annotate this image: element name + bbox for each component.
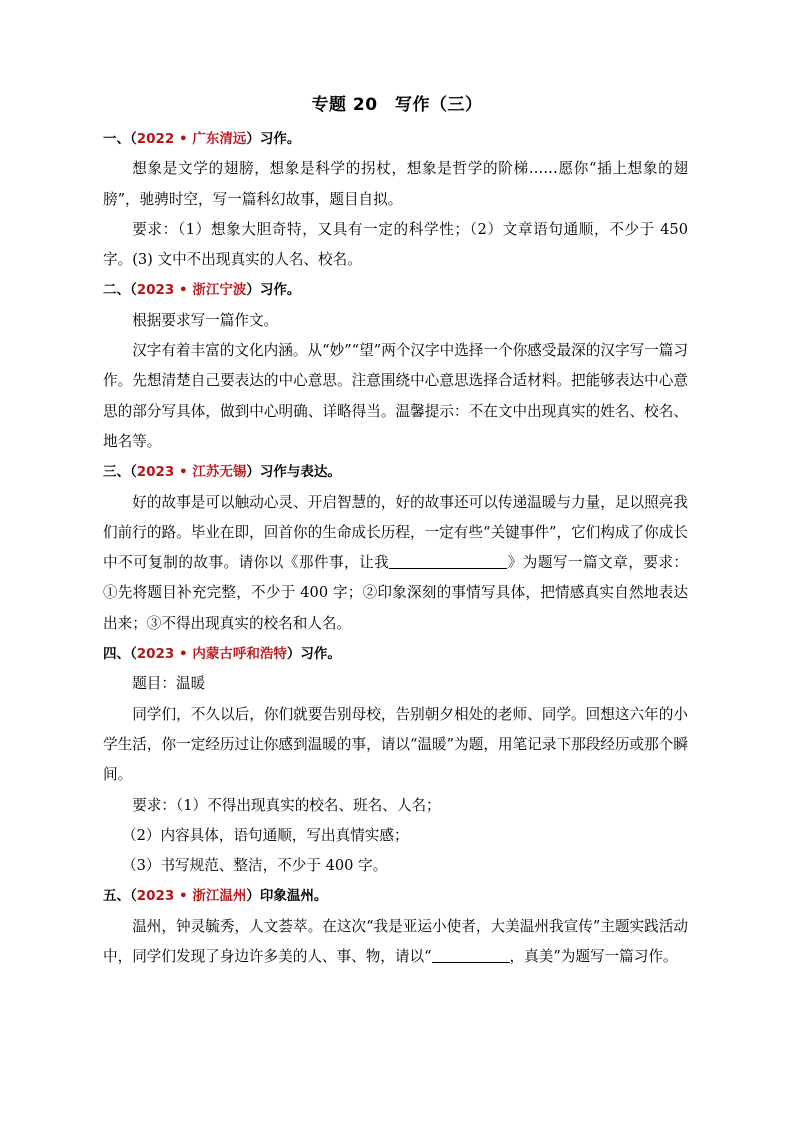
question-4-requirement-2: （2）内容具体，语句通顺，写出真情实感； — [121, 826, 409, 844]
question-number: 四、 — [103, 646, 130, 663]
question-1-header: 一、（2022 • 广东清远）习作。 — [103, 131, 301, 147]
question-task: 习作。 — [259, 282, 301, 299]
question-4-topic: 题目：温暖 — [132, 675, 206, 693]
question-task: 习作。 — [300, 646, 341, 663]
question-source: 2023 • 江苏无锡 — [136, 464, 247, 481]
fill-in-blank — [432, 944, 510, 963]
page-title: 专题 20 写作（三） — [311, 95, 483, 115]
question-task: 习作。 — [259, 131, 301, 147]
question-2-paragraph-1: 根据要求写一篇作文。 — [132, 311, 279, 329]
question-number: 一、 — [103, 131, 130, 147]
question-source: 2023 • 浙江宁波 — [136, 282, 247, 299]
question-task: 印象温州。 — [259, 888, 328, 905]
question-3-header: 三、（2023 • 江苏无锡）习作与表达。 — [103, 464, 341, 481]
fill-in-blank — [389, 550, 507, 569]
question-source: 2023 • 内蒙古呼和浩特 — [136, 646, 287, 663]
question-3-paragraph-1: 好的故事是可以触动心灵、开启智慧的，好的故事还可以传递温暖与力量，足以照亮我们前行的路。毕业在即，回首你的生命成长历程，一定有些“关键事件”，它们构成了你成长中不可复制的故事。请你以《那件事，让我 》为题写一篇文章，要求：①先将题目补充完整，不少于 400 字；②印象深刻的事情写具体，把情感真实自然地表达出来；③不得出现真实的校名和人名。 — [103, 493, 688, 632]
question-number: 三、 — [103, 464, 130, 481]
question-5-paragraph-1: 温州，钟灵毓秀，人文荟萃。在这次“我是亚运小使者，大美温州我宣传”主题实践活动中，同学们发现了身边许多美的人、事、物，请以“ ，真美”为题写一篇习作。 — [103, 917, 688, 966]
question-1-paragraph-2: 要求：（1）想象大胆奇特，又具有一定的科学性；（2）文章语句通顺，不少于 450 字。(3) 文中不出现真实的人名、校名。 — [103, 220, 688, 269]
question-number: 二、 — [103, 282, 130, 299]
question-2-paragraph-2: 汉字有着丰富的文化内涵。从“妙”“望”两个汉字中选择一个你感受最深的汉字写一篇习作。先想清楚自己要表达的中心意思。注意围绕中心意思选择合适材料。把能够表达中心意思的部分写具体，做到中心明确、详略得当。温馨提示：不在文中出现真实的姓名、校名、地名等。 — [103, 342, 688, 450]
document-body — [103, 124, 688, 972]
question-source: 2022 • 广东清远 — [136, 131, 247, 147]
question-4-requirement-1: 要求：（1）不得出现真实的校名、班名、人名； — [132, 796, 441, 814]
question-5-header: 五、（2023 • 浙江温州）印象温州。 — [103, 888, 328, 905]
question-4-requirement-3: （3）书写规范、整洁，不少于 400 字。 — [121, 857, 388, 875]
question-2-header: 二、（2023 • 浙江宁波）习作。 — [103, 282, 301, 299]
question-1-paragraph-1: 想象是文学的翅膀，想象是科学的拐杖，想象是哲学的阶梯……愿你“插上想象的翅膀”，驰骋时空，写一篇科幻故事，题目自拟。 — [103, 160, 688, 208]
question-4-header: 四、（2023 • 内蒙古呼和浩特）习作。 — [103, 646, 341, 663]
question-number: 五、 — [103, 888, 130, 905]
question-task: 习作与表达。 — [259, 464, 341, 481]
question-source: 2023 • 浙江温州 — [136, 888, 247, 905]
question-4-body: 同学们，不久以后，你们就要告别母校，告别朝夕相处的老师、同学。回想这六年的小学生活，你一定经历过让你感到温暖的事，请以“温暖”为题，用笔记录下那段经历或那个瞬间。 — [103, 705, 688, 784]
